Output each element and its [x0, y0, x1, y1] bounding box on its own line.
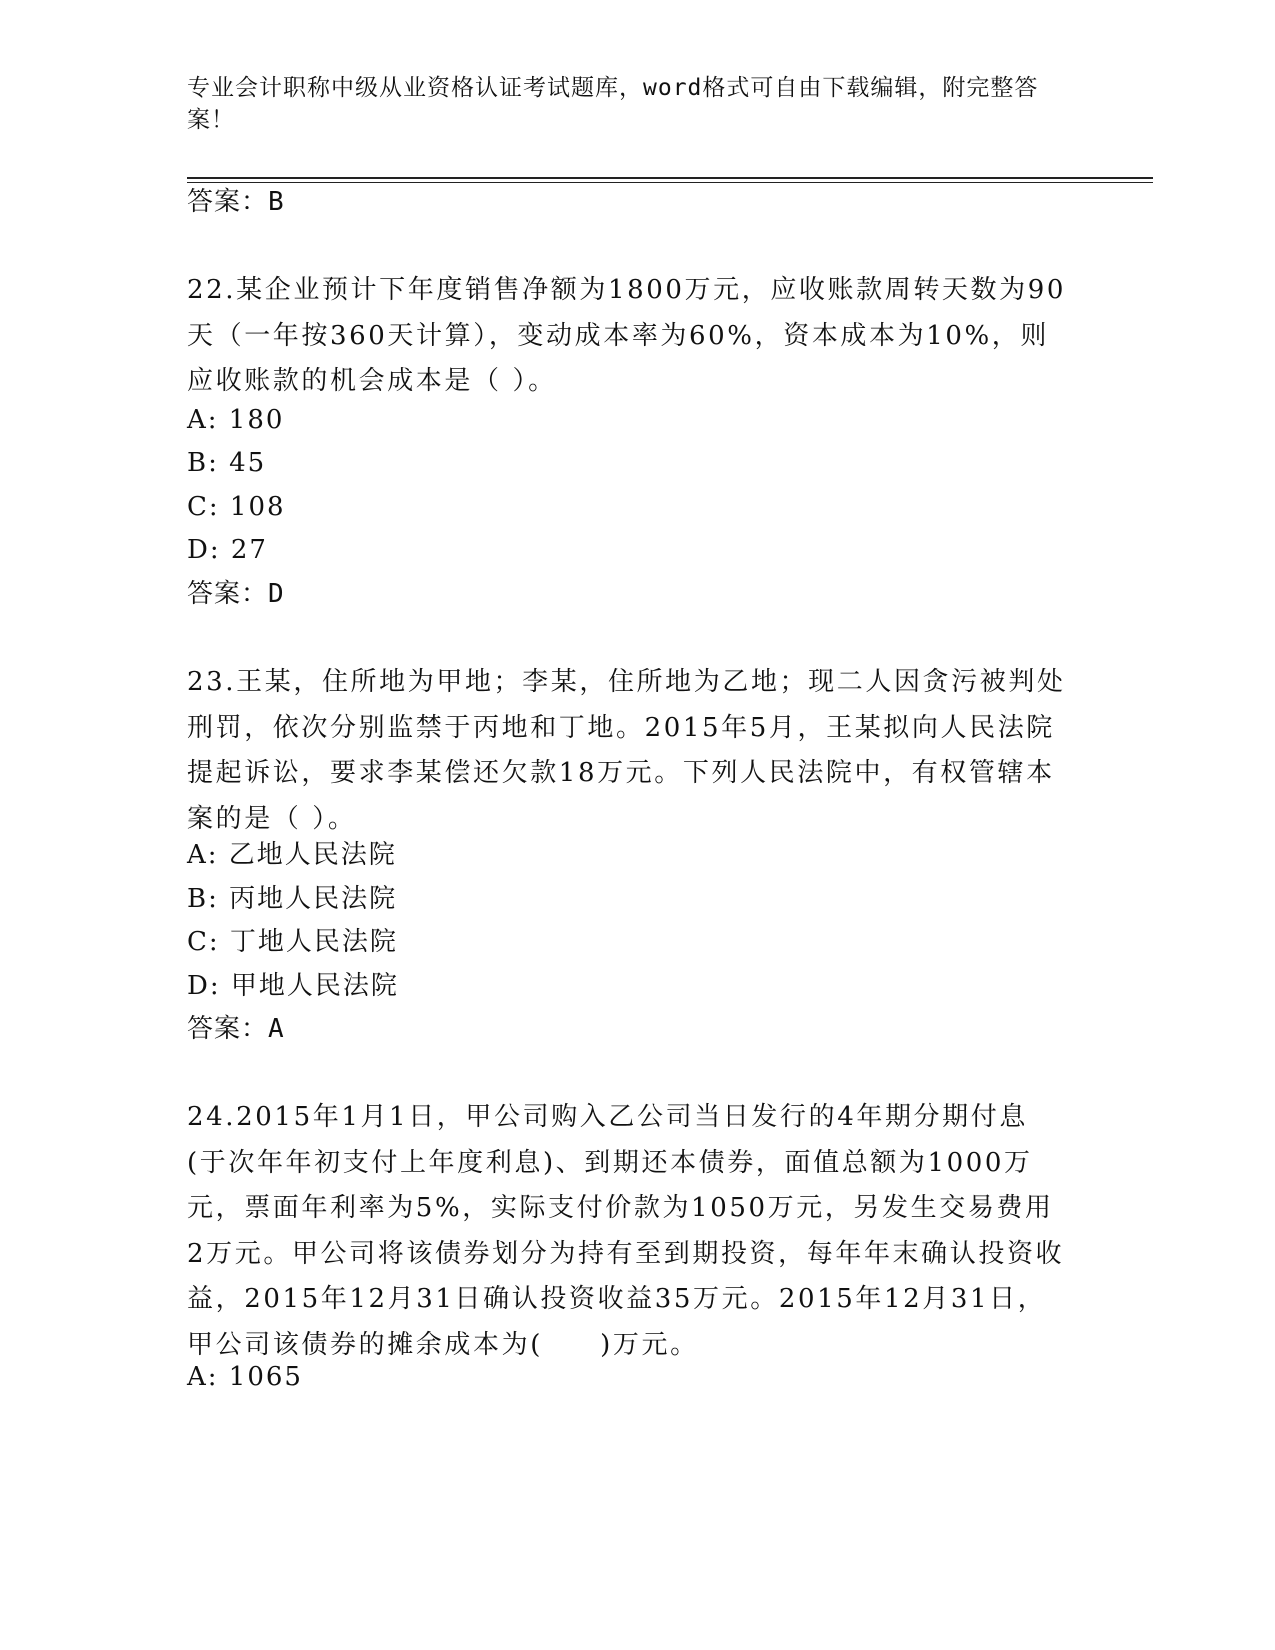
question-24-option-a: A: 1065: [187, 1362, 303, 1392]
question-22-option-c: C: 108: [187, 492, 286, 522]
question-23-option-c: C: 丁地人民法院: [187, 927, 398, 957]
question-23-option-b: B: 丙地人民法院: [187, 884, 398, 914]
question-22-option-b: B: 45: [187, 448, 267, 478]
question-23-option-d: D: 甲地人民法院: [187, 971, 399, 1001]
question-22-stem: 22.某企业预计下年度销售净额为1800万元，应收账款周转天数为90天（一年按360天计算），变动成本率为60%，资本成本为10%，则应收账款的机会成本是（ ）。: [187, 275, 1067, 396]
prev-answer: 答案：B: [187, 187, 285, 217]
page-header: 专业会计职称中级从业资格认证考试题库，word格式可自由下载编辑，附完整答案！: [187, 75, 1039, 133]
header-divider-thin: [187, 182, 1153, 183]
header-divider: [187, 177, 1153, 179]
question-22-option-a: A: 180: [187, 405, 285, 435]
question-24-stem: 24.2015年1月1日，甲公司购入乙公司当日发行的4年期分期付息(于次年年初支付上年度利息)、到期还本债券，面值总额为1000万元，票面年利率为5%，实际支付价款为1050万元，另发生交易费用2万元。甲公司将该债券划分为持有至到期投资，每年年末确认投资收益，2015年12月31日确认投资收益35万元。2015年12月31日，甲公司该债券的摊余成本为( )万元。: [187, 1102, 1065, 1360]
question-23-option-a: A: 乙地人民法院: [187, 840, 397, 870]
question-23-answer: 答案：A: [187, 1014, 285, 1044]
question-22-option-d: D: 27: [187, 535, 268, 565]
question-23-stem: 23.王某，住所地为甲地；李某，住所地为乙地；现二人因贪污被判处刑罚，依次分别监禁于丙地和丁地。2015年5月，王某拟向人民法院提起诉讼，要求李某偿还欠款18万元。下列人民法院中，有权管辖本案的是（ ）。: [187, 667, 1066, 834]
question-22-answer: 答案：D: [187, 579, 285, 609]
